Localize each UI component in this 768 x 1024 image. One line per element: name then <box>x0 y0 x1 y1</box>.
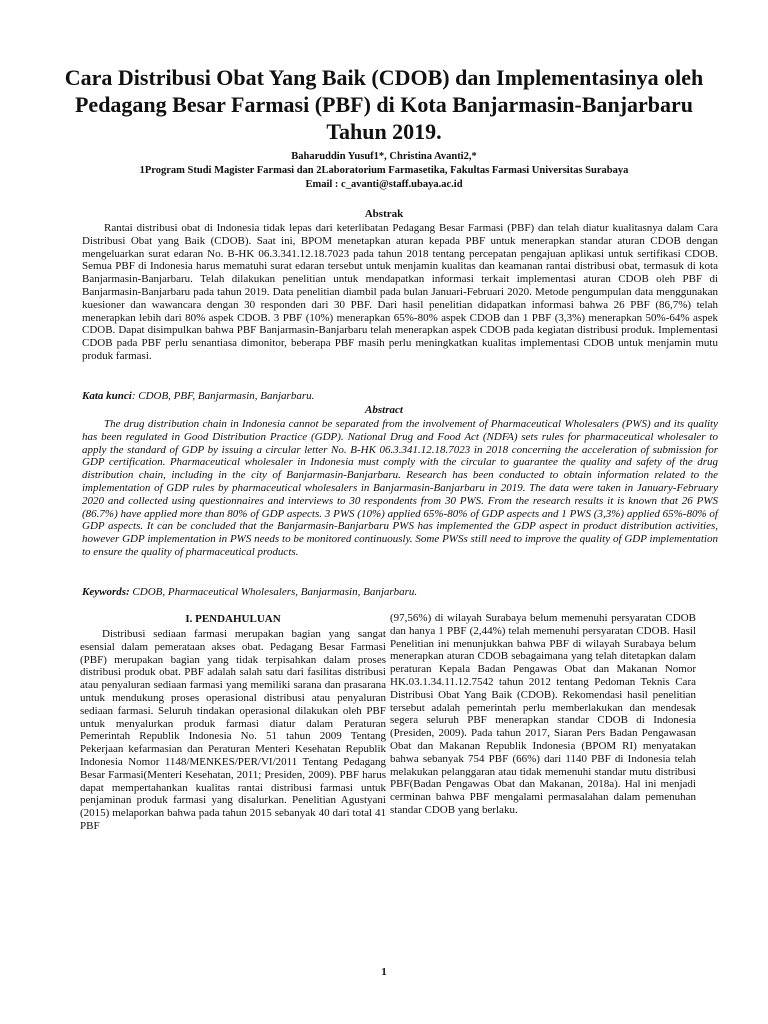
abstract-heading: Abstract <box>365 404 403 416</box>
abstrak-heading: Abstrak <box>364 208 404 220</box>
abstract-text: The drug distribution chain in Indonesia cannot be separated from the involvement of Pharmaceutical Wholesalers (PWS) and its quality has been regulated in Good Distribution Practice (GDP). National Drug and Food Act (NDFA) sets rules for pharmaceutical wholesaler to apply the standard of GDP by issuing a circular letter No. B-HK 06.3.341.12.18.7023 in 2018 concerning the acceleration of submission for GDP certification. Pharmaceutical wholesaler in Indonesia must comply with the circular to guarantee the quality and safety of the drug distribution chain, including in the city of Banjarmasin-Banjarbaru. Research has been conducted to obtain information related to the implementation of GDP rules by pharmaceutical wholesalers in Banjarmasin-Banjarbaru in 2019. The data were taken in January-February 2020 and collected using questionnaires and interviews to 30 respondents from 30 PWS. From the research results it is known that 26 PWS (86.7%) have applied more than 80% of GDP aspects. 3 PWS (10%) applied 65%-80% of GDP aspects and 1 PWS (3,3%) applied 65%-80% of GDP aspects. It can be concluded that the Banjarmasin-Banjarbaru PWS has implemented the GDP aspect in product distribution activities, however GDP implementation in PWS needs to be monitored continuously. Some PWSs still need to improve the quality of GDP implementation to ensure the quality of pharmaceutical products. <box>82 418 718 558</box>
abstrak-text: Rantai distribusi obat di Indonesia tidak lepas dari keterlibatan Pedagang Besar Farmasi (PBF) dan telah diatur kualitasnya dalam Cara Distribusi Obat yang Baik (CDOB). Saat ini, BPOM menetapkan aturan kepada PBF untuk menerapkan standar aturan CDOB dengan mengeluarkan surat edaran No. B-HK 06.3.341.12.18.7023 pada tahun 2018 tentang percepatan pengajuan aplikasi untuk sertifikasi CDOB. Semua PBF di Indonesia harus mematuhi surat edaran tersebut untuk menjamin kualitas dan keamanan rantai distribusi obat, termasuk di kota Banjarmasin-Banjarbaru. Telah dilakukan penelitian untuk mendapatkan informasi terkait implementasi aturan CDOB oleh PBF di Banjarmasin-Banjarbaru pada tahun 2019. Data penelitian diambil pada bulan Januari-Februari 2020. Metode pengumpulan data menggunakan kuesioner dan wawancara dengan 30 responden dari 30 PBF. Dari hasil penelitian didapatkan informasi bahwa 26 PBF (86,7%) telah menerapkan lebih dari 80% aspek CDOB. 3 PBF (10%) menerapkan 65%-80% aspek CDOB dan 1 PBF (3,3%) menerapkan 50%-64% aspek CDOB. Dapat disimpulkan bahwa PBF Banjarmasin-Banjarbaru telah menerapkan aspek CDOB pada kegiatan distribusi produk. Implementasi CDOB pada PBF perlu senantiasa dimonitor, beberapa PBF masih perlu meningkatkan kualitas implementasi CDOB untuk menjamin mutu produk farmasi. <box>82 222 718 362</box>
authors: Baharuddin Yusuf1*, Christina Avanti2,* <box>291 151 477 162</box>
right-column-text: (97,56%) di wilayah Surabaya belum memenuhi persyaratan CDOB dan hanya 1 PBF (2,44%) telah memenuhi persyaratan CDOB. Hasil Penelitian ini menunjukkan bahwa PBF di wilayah Surabaya belum menerapkan aturan CDOB sebagaimana yang telah ditetapkan dalam peraturan Kepala Badan Pengawas Obat dan Makanan Nomor HK.03.1.34.11.12.7542 tahun 2012 tentang Pedoman Teknis Cara Distribusi Obat Yang Baik (CDOB). Rekomendasi hasil penelitian tersebut adalah pemerintah perlu memberlakukan dan mendesak segera seluruh PBF menerapkan standar CDOB di Indonesia (Presiden, 2009). Pada tahun 2017, Siaran Pers Badan Pengawasan Obat dan Makanan Republik Indonesia (BPOM RI) menyatakan bahwa sebanyak 754 PBF (66%) dari 1140 PBF di Indonesia telah melakukan pelanggaran atau tidak memenuhi standar mutu distribusi PBF(Badan Pengawas Obat dan Makanan, 2018a). Hal ini menjadi cerminan bahwa PBF mengalami permasalahan dalam pemenuhan standar CDOB yang berlaku. <box>390 612 696 816</box>
kata-kunci-text: : CDOB, PBF, Banjarmasin, Banjarbaru. <box>131 390 315 402</box>
section-heading: I. PENDAHULUAN <box>185 613 281 625</box>
keywords <box>82 586 718 599</box>
keywords-text: CDOB, Pharmaceutical Wholesalers, Banjarmasin, Banjarbaru. <box>129 586 418 598</box>
left-column <box>80 612 386 833</box>
paper-title: Cara Distribusi Obat Yang Baik (CDOB) dan Implementasinya oleh Pedagang Besar Farmasi (PBF) di Kota Banjarmasin-Banjarbaru Tahun 2019. <box>64 65 704 144</box>
left-column-text: Distribusi sediaan farmasi merupakan bagian yang sangat esensial dalam pemerataan akses obat. Pedagang Besar Farmasi (PBF) merupakan bagian yang tidak terpisahkan dalam proses distribusi produk obat. PBF adalah salah satu dari fasilitas distribusi atau penyaluran sediaan farmasi yang memiliki sarana dan prasarana untuk mendukung proses operasional distribusi atau penyaluran sediaan farmasi. Seluruh tindakan operasional dilakukan oleh PBF untuk menyalurkan produk farmasi diatur dalam Peraturan Pemerintah Republik Indonesia No. 51 tahun 2009 Tentang Pekerjaan kefarmasian dan Peraturan Menteri Kesehatan Republik Indonesia Nomor 1148/MENKES/PER/VI/2011 Tentang Pedagang Besar Farmasi(Menteri Kesehatan, 2011; Presiden, 2009). PBF harus dapat mempertahankan kualitas rantai distribusi farmasi untuk penjaminan produk farmasi yang disalurkan. Penelitian Agustyani (2015) melaporkan bahwa pada tahun 2015 sebanyak 40 dari total 41 PBF <box>80 628 386 832</box>
email: Email : c_avanti@staff.ubaya.ac.id <box>305 179 463 190</box>
kata-kunci <box>82 390 718 403</box>
keywords-label: Keywords: <box>82 586 130 598</box>
right-column <box>390 612 696 817</box>
kata-kunci-label: Kata kunci <box>82 390 132 402</box>
affiliation: 1Program Studi Magister Farmasi dan 2Laboratorium Farmasetika, Fakultas Farmasi Universitas Surabaya <box>139 165 629 176</box>
page-number: 1 <box>381 966 387 978</box>
